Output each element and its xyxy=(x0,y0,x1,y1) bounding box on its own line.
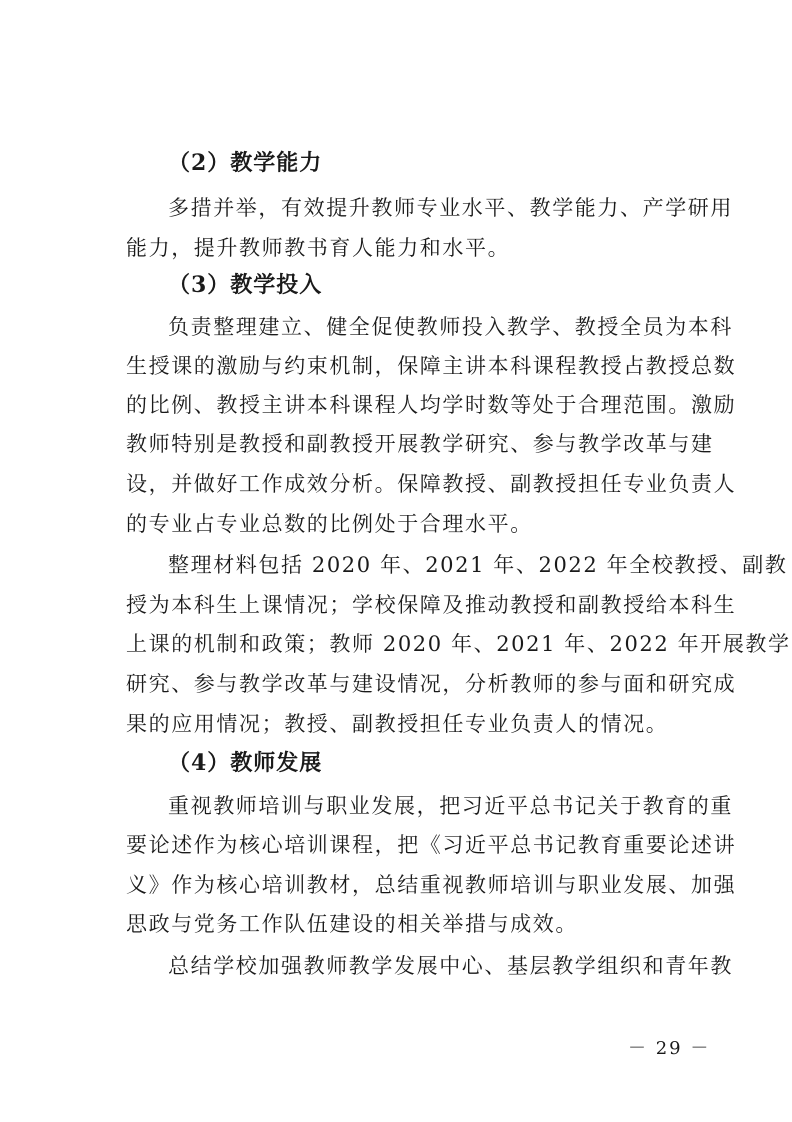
page-number: － 29 － xyxy=(628,1038,711,1059)
paragraph-line: 重视教师培训与职业发展，把习近平总书记关于教育的重 xyxy=(168,794,733,818)
section-heading-teaching-ability: （2）教学能力 xyxy=(168,150,323,176)
section-heading-teaching-input: （3）教学投入 xyxy=(168,272,323,298)
paragraph-line: 教师特别是教授和副教授开展教学研究、参与教学改革与建 xyxy=(126,432,714,456)
paragraph-line: 义》作为核心培训教材，总结重视教师培训与职业发展、加强 xyxy=(126,873,737,897)
paragraph-line: 授为本科生上课情况；学校保障及推动教授和副教授给本科生 xyxy=(126,593,737,617)
paragraph-line: 整理材料包括 2020 年、2021 年、2022 年全校教授、副教 xyxy=(168,553,788,577)
paragraph-line: 生授课的激励与约束机制，保障主讲本科课程教授占教授总数 xyxy=(126,354,737,378)
paragraph-line: 总结学校加强教师教学发展中心、基层教学组织和青年教 xyxy=(168,954,733,978)
paragraph-line: 研究、参与教学改革与建设情况，分析教师的参与面和研究成 xyxy=(126,672,737,696)
paragraph-line: 果的应用情况；教授、副教授担任专业负责人的情况。 xyxy=(126,712,669,736)
paragraph-line: 的比例、教授主讲本科课程人均学时数等处于合理范围。激励 xyxy=(126,393,737,417)
paragraph-line: 能力，提升教师教书育人能力和水平。 xyxy=(126,236,511,260)
paragraph-line: 多措并举，有效提升教师专业水平、教学能力、产学研用 xyxy=(168,196,733,220)
paragraph-line: 设，并做好工作成效分析。保障教授、副教授担任专业负责人 xyxy=(126,472,737,496)
paragraph-line: 的专业占专业总数的比例处于合理水平。 xyxy=(126,512,533,536)
section-heading-teacher-development: （4）教师发展 xyxy=(168,750,323,776)
paragraph-line: 思政与党务工作队伍建设的相关举措与成效。 xyxy=(126,912,578,936)
paragraph-line: 要论述作为核心培训课程，把《习近平总书记教育重要论述讲 xyxy=(126,833,737,857)
paragraph-line: 负责整理建立、健全促使教师投入教学、教授全员为本科 xyxy=(168,315,733,339)
paragraph-line: 上课的机制和政策；教师 2020 年、2021 年、2022 年开展教学 xyxy=(126,632,791,656)
